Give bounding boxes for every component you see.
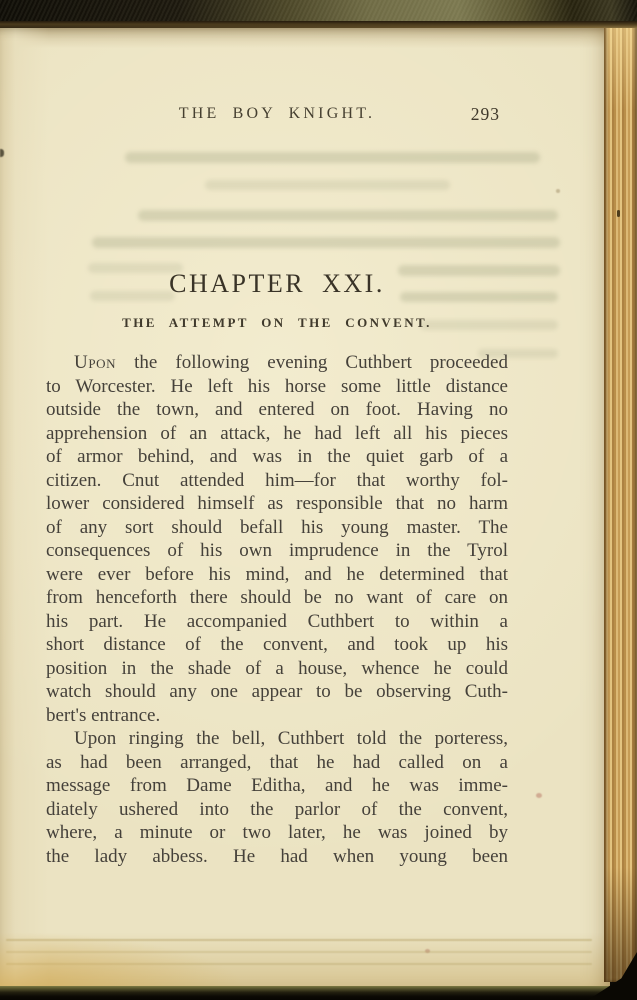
book-cover-cloth (0, 0, 637, 21)
bleed-through-text (125, 152, 540, 163)
smallcaps-lead-word: Upon (74, 352, 117, 373)
edge-mark (617, 210, 620, 217)
text-line: citizen. Cnut attended him—for that worthy fol- (46, 469, 508, 491)
text-line: as had been arranged, that he had called on a (46, 751, 508, 773)
text-line: the lady abbess. He had when young been (46, 845, 508, 867)
chapter-heading: CHAPTER XXI. (169, 269, 385, 298)
page-edge-gilt-corner (0, 910, 300, 990)
cover-page-seam (0, 21, 637, 28)
page-edge-stack (604, 24, 637, 982)
text-line: were ever before his mind, and he determined that (46, 563, 508, 585)
page-number: 293 (470, 104, 500, 124)
text-line: Upon the following evening Cuthbert proceeded (74, 352, 508, 373)
edge-mark (0, 149, 4, 157)
text-line: Upon ringing the bell, Cuthbert told the porteress, (74, 728, 508, 749)
book-cover-bottom (0, 986, 637, 1000)
text-line: apprehension of an attack, he had left all his pieces (46, 422, 508, 444)
text-line: where, a minute or two later, he was joined by (46, 822, 508, 843)
text-line: message from Dame Editha, and he was imme- (46, 775, 508, 796)
text-line: of armor behind, and was in the quiet garb of a (46, 446, 508, 467)
page-header (46, 105, 508, 125)
text-line: to Worcester. He left his horse some little distance (46, 375, 508, 397)
running-header: THE BOY KNIGHT. (178, 105, 376, 122)
text-line: consequences of his own imprudence in the Tyrol (46, 540, 508, 561)
chapter-subtitle: THE ATTEMPT ON THE CONVENT. (122, 315, 432, 330)
text-line: short distance of the convent, and took up his (46, 634, 508, 655)
text-line: lower considered himself as responsible that no harm (46, 493, 508, 514)
text-line: of any sort should befall his young master. The (46, 516, 508, 538)
text-line: from henceforth there should be no want of care on (46, 587, 508, 608)
body-text (46, 351, 508, 868)
book-page (0, 27, 610, 990)
foxing-speck (536, 793, 542, 798)
text-line: diately ushered into the parlor of the convent, (46, 798, 508, 820)
text-line: position in the shade of a house, whence he could (46, 657, 508, 679)
bleed-through-text (205, 180, 450, 190)
text-line: watch should any one appear to be observing Cuth- (46, 681, 508, 702)
text-line: his part. He accompanied Cuthbert to within a (46, 610, 508, 632)
paragraph (46, 727, 508, 868)
foxing-speck (556, 189, 560, 193)
bleed-through-text (138, 210, 558, 221)
paragraph (46, 351, 508, 727)
text-line: outside the town, and entered on foot. Having no (46, 399, 508, 420)
bleed-through-text (92, 237, 560, 248)
text-line: bert's entrance. (46, 704, 161, 726)
